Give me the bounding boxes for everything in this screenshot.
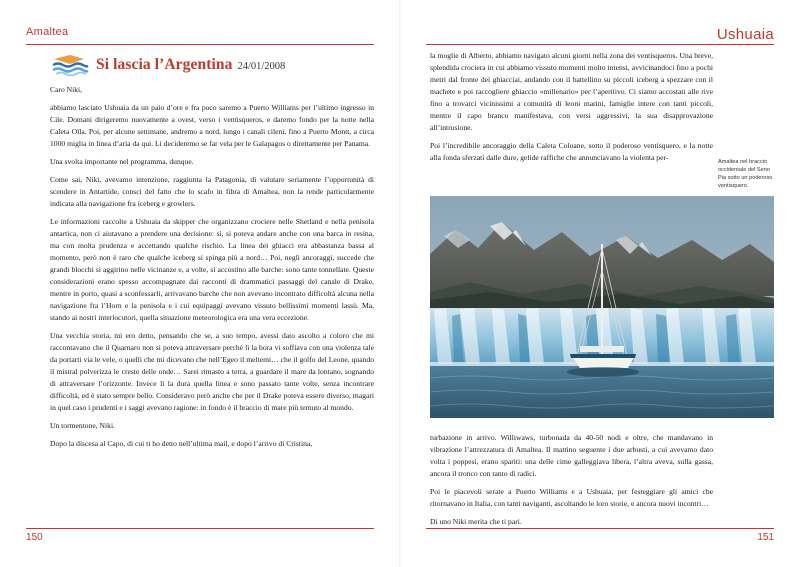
- paragraph: Una svolta importante nel programma, dunque.: [50, 156, 194, 166]
- article-date: 24/01/2008: [237, 61, 286, 72]
- right-column-text-bottom: [430, 432, 713, 534]
- paragraph: Dopo la discesa al Capo, di cui ti ho detto nell’ultima mail, e dopo l’arrivo di Cristina,: [50, 438, 313, 448]
- page-number-right: 151: [757, 532, 774, 543]
- paragraph: abbiamo lasciato Ushuaia da un paio d’ore e fra poco saremo a Puerto Williams per l’ultimo ingresso in Cile. Domani dirigeremo nuovamente a ovest, verso i ventisqueros, e daremo fondo per la notte nella Caleta Olla. Poi, per alcune settimane, andremo a nord, lungo i canali cileni, fino a Puerto Montt, a circa 1000 miglia in linea d’aria da qui. Li decideremo se far vela per le Galapagos o direttamente per Panama.: [50, 102, 374, 148]
- paragraph: Poi l’incredibile ancoraggio della Caleta Coloane, sotto il poderoso ventisquero, e la notte alla fonda sferzati dalle dure, gelide raffiche che annunciavano la violenta per-: [430, 140, 713, 162]
- paragraph: Un tormentone, Niki.: [50, 420, 115, 430]
- article-title-block: [96, 56, 376, 74]
- left-column-text: [50, 84, 374, 456]
- header-rule-right: [426, 44, 774, 45]
- running-head-right: Ushuaia: [716, 26, 774, 43]
- paragraph: Di uno Niki merita che ti pari.: [430, 516, 522, 526]
- paragraph: la moglie di Alberto, abbiamo navigato alcuni giorni nella zona dei ventisqueros. Una breve, splendida crociera in cui abbiamo vissuto momenti molto intensi, avvicinandoci fino a pochi metri dal fronte dei ghiacciai, andando con il battellino su piccoli iceberg a spezzare con il machete e poi raccogliere ghiaccio «millenario» per l’aperitivo. Ci siamo accostati alle rive fino a trovarci vicinissimi a comunità di leoni marini, famiglie intere con tanti piccoli, mentre il capo branco manifestava, con versi aggressivi, la sua disapprovazione all’intrusione.: [430, 51, 713, 132]
- paragraph: Una vecchia storia, mi ero detto, pensando che se, a suo tempo, avessi dato ascolto a coloro che mi raccontavano che il Quarnaro non si poteva attraversare perché lì la bora vi soffiava con una violenza tale da portarti via le vele, o quelli che mi dicevano che nell’Egeo il meltemi… che il golfo del Leone, quando il mistral polverizza le creste delle onde… Sarei rimasto a terra, a guardare il mare da lontano, sognando di attraversare l’orizzonte. Invece lì la dura quella linea e sono passato tante volte, senza incontrare difficoltà, ed è stato sempre bello. Consideravo però anche che per il Drake poteva essere diverso, magari in quel caso i prudenti e i saggi avevano ragione: in fondo è il braccio di mare più temuto al mondo.: [50, 330, 374, 412]
- photo-caption: Amaltea nel braccio occidentale del Seno Pia sotto un poderoso ventisquero.: [718, 159, 773, 190]
- paragraph: Poi le piacevoli serate a Puerto Williams e a Ushuaia, per festeggiare gli amici che ritornavano in Italia, con tanti naviganti, ascoltando le loro storie, e ancora nuovi incontri…: [430, 486, 713, 508]
- footer-rule-left: [26, 528, 374, 529]
- paragraph: Come sai, Niki, avevamo intenzione, raggiunta la Patagonia, di valutare seriamente l’opportunità di scendere in Antartide, consci del fatto che lo scafo in fibra di Amaltea, non la rende particolarmente indicata alla navigazione fra iceberg e growlers.: [50, 174, 374, 208]
- right-column-text-top: [430, 50, 713, 170]
- sailboat-before-glacier-photo: [430, 196, 774, 418]
- paragraph: Caro Niki,: [50, 85, 83, 94]
- running-head-left: Amaltea: [26, 26, 69, 38]
- boat-waves-logo-icon: [50, 52, 90, 78]
- paragraph: turbazione in arrivo. Williwaws, turbonada da 40-50 nodi e oltre, che mandavano in vibrazione l’attrezzatura di Amaltea. Il mattino seguente i due arbusti, a cui avevamo dato volta i poppesi, erano spariti: una delle cime galleggiava libera, l’altra aveva, sulla gassa, ancora il tronco con tanto di radici.: [430, 433, 713, 478]
- header-rule-left: [26, 44, 374, 45]
- page-number-left: 150: [26, 532, 43, 543]
- page-title: Si lascia l’Argentina: [96, 56, 233, 73]
- paragraph: Le informazioni raccolte a Ushuaia da skipper che organizzano crociere nelle Shetland e nella penisola antartica, non ci aiutavano a prendere una decisione: sì, si poteva andare anche con una barca in resina, ma con molta prudenza e accettando qualche rischio. La linea dei ghiacci era abbastanza bassa al momento, però non è raro che qualche iceberg si spinga più a nord… Poi, negli ancoraggi, succede che grandi blocchi si aggirino nelle vicinanze e, a volte, si accostino alle barche: sono tante tonnellate. Queste considerazioni erano spesso accompagnate dai racconti di drammatici passaggi del canale di Drake, mentre in porto, quasi a sconfessarli, arrivavano barche che non avevano incontrato difficoltà alcuna nella navigazione fra l’Horn e la penisola e i cui equipaggi avevano vissuto bellissimi momenti lassù. Ma, stando ai nostri interlocutori, quella situazione meteorologica era una vera eccezione.: [50, 216, 374, 322]
